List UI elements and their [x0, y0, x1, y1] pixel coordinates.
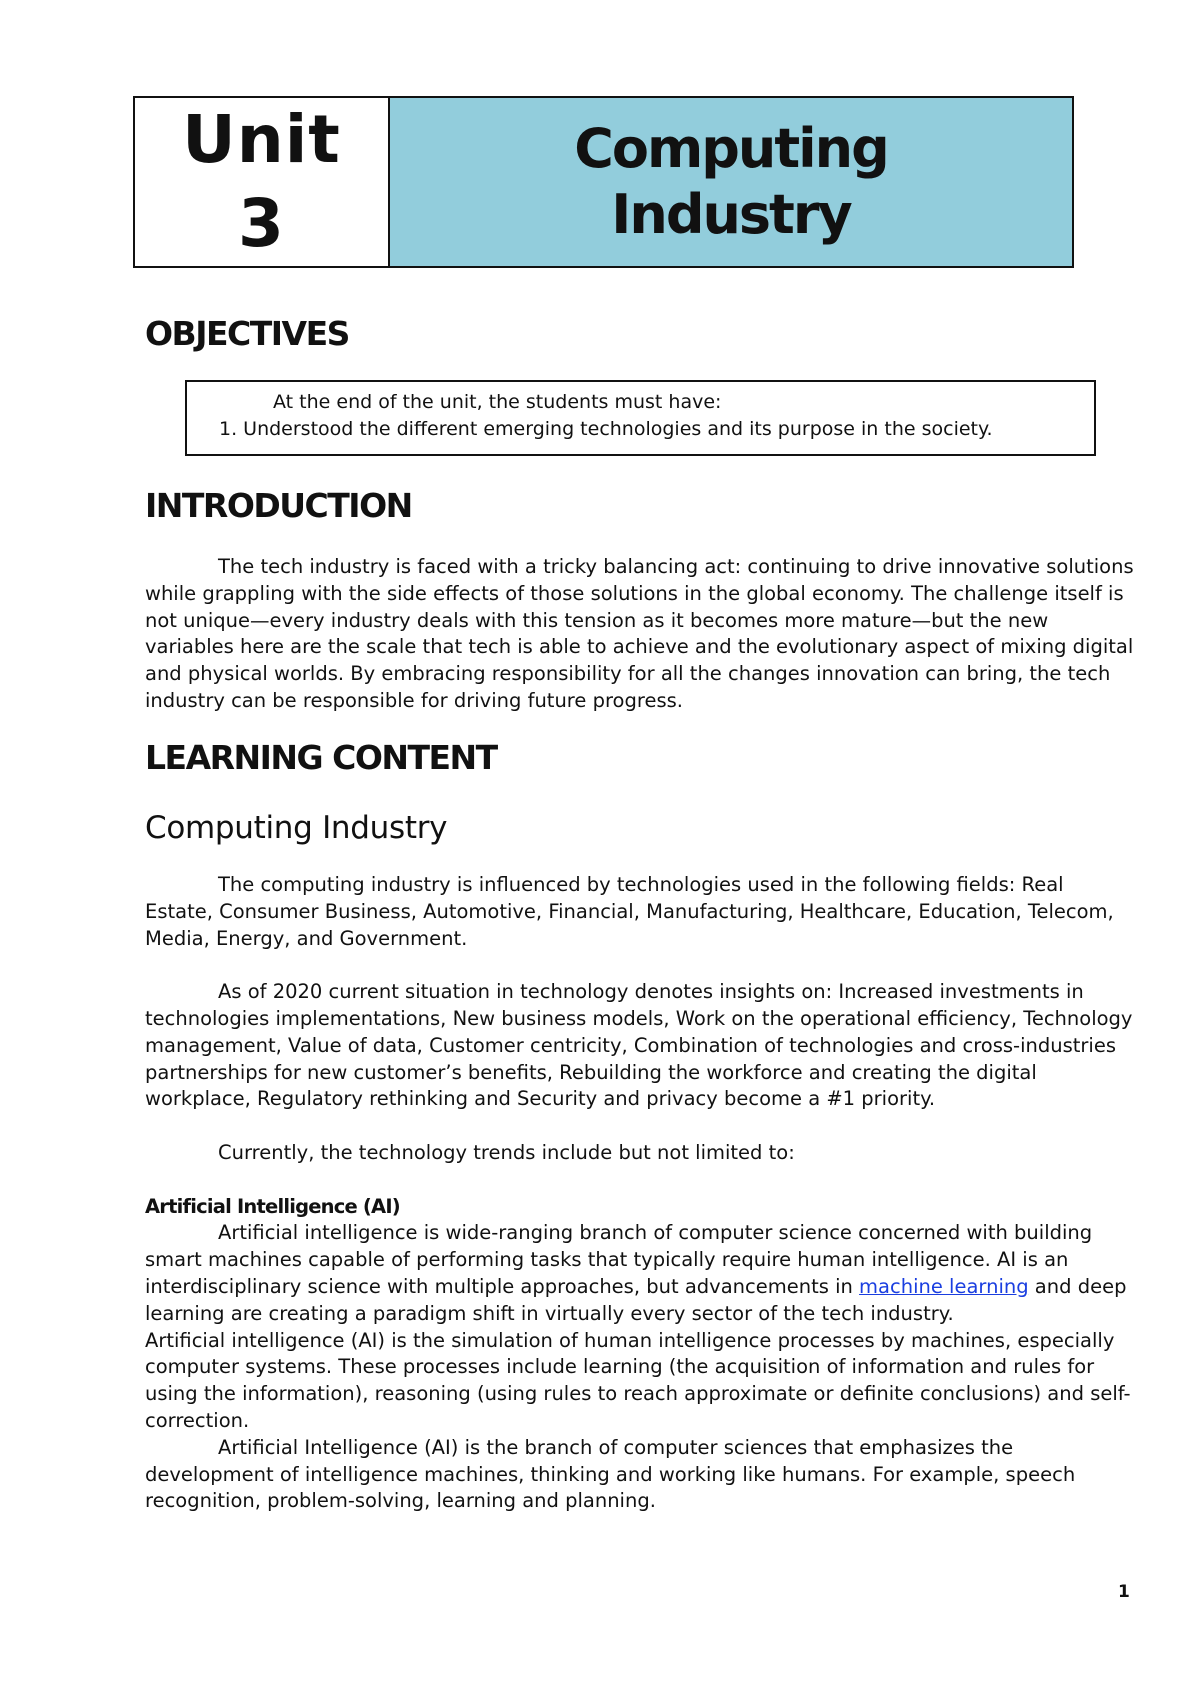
learning-content-heading: LEARNING CONTENT	[145, 738, 497, 777]
learning-content-body	[145, 872, 1135, 1515]
page-number: 1	[1118, 1582, 1130, 1602]
machine-learning-link[interactable]: machine learning	[859, 1274, 1029, 1298]
introduction-heading: INTRODUCTION	[145, 486, 412, 525]
unit-title-line1: Computing	[574, 117, 888, 180]
ai-paragraph-1: Artificial intelligence is wide-ranging branch of computer science concerned with building smart machines capable of performing tasks that typically require human intelligence. AI is an interdisciplinary science with multiple approaches, but advancements in machine learning and deep learning are creating a paradigm shift in virtually every sector of the tech industry.	[145, 1221, 1127, 1325]
trends-intro-paragraph: Currently, the technology trends include but not limited to:	[218, 1140, 795, 1164]
ai-paragraph-2: Artificial intelligence (AI) is the simulation of human intelligence processes by machines, especially computer systems. These processes include learning (the acquisition of information and rules for using the information), reasoning (using rules to reach approximate or definite conclusions) and self-correction.	[145, 1328, 1131, 1432]
unit-number: 3	[238, 185, 285, 262]
fields-paragraph: The computing industry is influenced by technologies used in the following fields: Real Estate, Consumer Business, Automotive, Financial, Manufacturing, Healthcare, Education, Telecom, Media, Energy, and Government.	[145, 873, 1114, 950]
computing-industry-subheading: Computing Industry	[145, 810, 448, 846]
unit-number-cell	[135, 98, 390, 266]
objectives-lead: At the end of the unit, the students must have:	[273, 391, 722, 413]
trends-2020-paragraph: As of 2020 current situation in technology denotes insights on: Increased investments in technologies implementations, New business models, Work on the operational efficiency, Technology management, Value of data, Customer centricity, Combination of technologies and cross-industries partnerships for new customer’s benefits, Rebuilding the workforce and creating the digital workplace, Regulatory rethinking and Security and privacy become a #1 priority.	[145, 980, 1133, 1111]
objectives-heading: OBJECTIVES	[145, 314, 349, 353]
objective-item: 1. Understood the different emerging technologies and its purpose in the society.	[219, 418, 993, 440]
unit-title-cell	[390, 98, 1072, 266]
unit-title-banner	[133, 96, 1074, 268]
unit-title-line2: Industry	[611, 183, 851, 246]
ai-heading: Artificial Intelligence (AI)	[145, 1194, 400, 1218]
introduction-paragraph: The tech industry is faced with a tricky balancing act: continuing to drive innovative solutions while grappling with the side effects of those solutions in the global economy. The challenge itself is not unique—every industry deals with this tension as it becomes more mature—but the new variables here are the scale that tech is able to achieve and the evolutionary aspect of mixing digital and physical worlds. By embracing responsibility for all the changes innovation can bring, the tech industry can be responsible for driving future progress.	[145, 555, 1134, 712]
unit-label: Unit	[182, 101, 341, 178]
introduction-body	[145, 554, 1135, 715]
ai-paragraph-3: Artificial Intelligence (AI) is the branch of computer sciences that emphasizes the development of intelligence machines, thinking and working like humans. For example, speech recognition, problem-solving, learning and planning.	[145, 1435, 1076, 1513]
objectives-box	[185, 380, 1096, 456]
